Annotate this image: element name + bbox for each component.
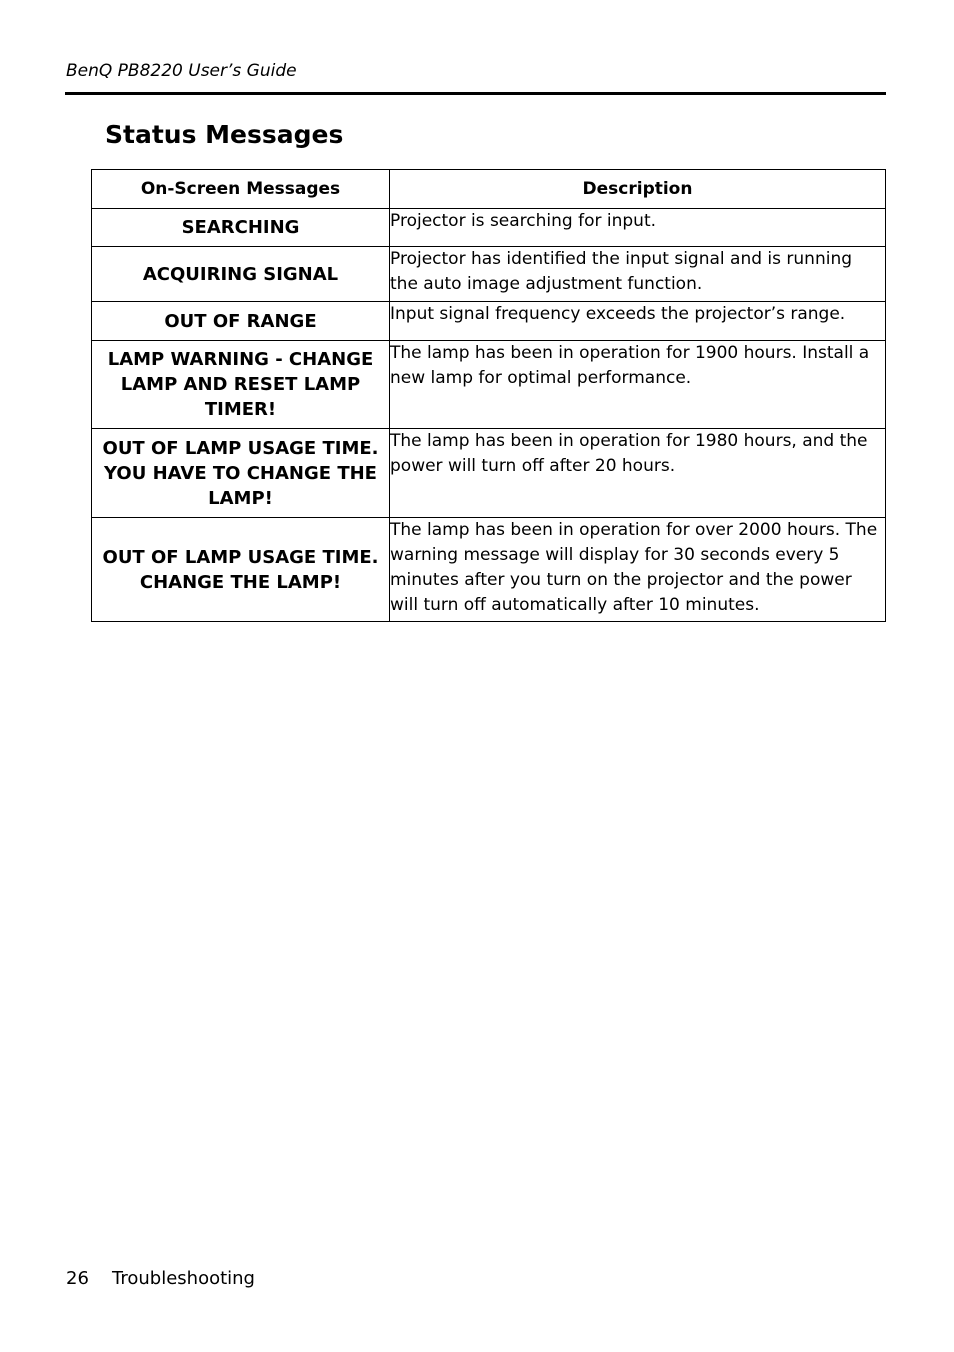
message-text: ACQUIRING SIGNAL bbox=[142, 263, 339, 285]
section-title: Status Messages bbox=[105, 120, 344, 149]
page-number: 26 bbox=[66, 1268, 89, 1289]
message-cell bbox=[92, 518, 390, 622]
table-row bbox=[92, 341, 886, 429]
table-header-row bbox=[92, 170, 886, 209]
message-text: LAMP WARNING - CHANGE LAMP AND RESET LAMP TIMER! bbox=[107, 349, 374, 420]
description-cell bbox=[390, 209, 886, 247]
message-cell bbox=[92, 429, 390, 518]
description-text: Projector has identified the input signal and is running the auto image adjustment function. bbox=[390, 249, 853, 294]
table-row bbox=[92, 518, 886, 622]
message-text: SEARCHING bbox=[181, 217, 300, 238]
message-text: OUT OF LAMP USAGE TIME. YOU HAVE TO CHANGE THE LAMP! bbox=[102, 437, 379, 509]
message-cell bbox=[92, 302, 390, 341]
description-text: The lamp has been in operation for over 2000 hours. The warning message will display for 30 seconds every 5 minutes after you turn on the projector and the power will turn off automatically after 10 minutes. bbox=[390, 520, 878, 615]
running-header: BenQ PB8220 User’s Guide bbox=[66, 61, 297, 81]
message-cell bbox=[92, 247, 390, 302]
description-cell bbox=[390, 247, 886, 302]
description-cell bbox=[390, 341, 886, 429]
table-row bbox=[92, 247, 886, 302]
column-header-messages: On-Screen Messages bbox=[92, 170, 390, 209]
table-row bbox=[92, 209, 886, 247]
description-text: Input signal frequency exceeds the projector’s range. bbox=[390, 304, 846, 324]
description-cell bbox=[390, 518, 886, 622]
message-text: OUT OF RANGE bbox=[164, 310, 317, 332]
header-rule bbox=[65, 92, 886, 95]
message-cell bbox=[92, 341, 390, 429]
description-cell bbox=[390, 302, 886, 341]
description-text: Projector is searching for input. bbox=[390, 211, 657, 231]
message-text: OUT OF LAMP USAGE TIME. CHANGE THE LAMP! bbox=[102, 546, 379, 593]
description-text: The lamp has been in operation for 1980 hours, and the power will turn off after 20 hours. bbox=[390, 431, 868, 476]
table-row bbox=[92, 429, 886, 518]
status-messages-table bbox=[91, 169, 886, 622]
message-cell bbox=[92, 209, 390, 247]
column-header-description: Description bbox=[390, 170, 886, 209]
description-text: The lamp has been in operation for 1900 hours. Install a new lamp for optimal performance. bbox=[390, 343, 870, 388]
description-cell bbox=[390, 429, 886, 518]
footer-section-name: Troubleshooting bbox=[112, 1268, 255, 1289]
table-row bbox=[92, 302, 886, 341]
